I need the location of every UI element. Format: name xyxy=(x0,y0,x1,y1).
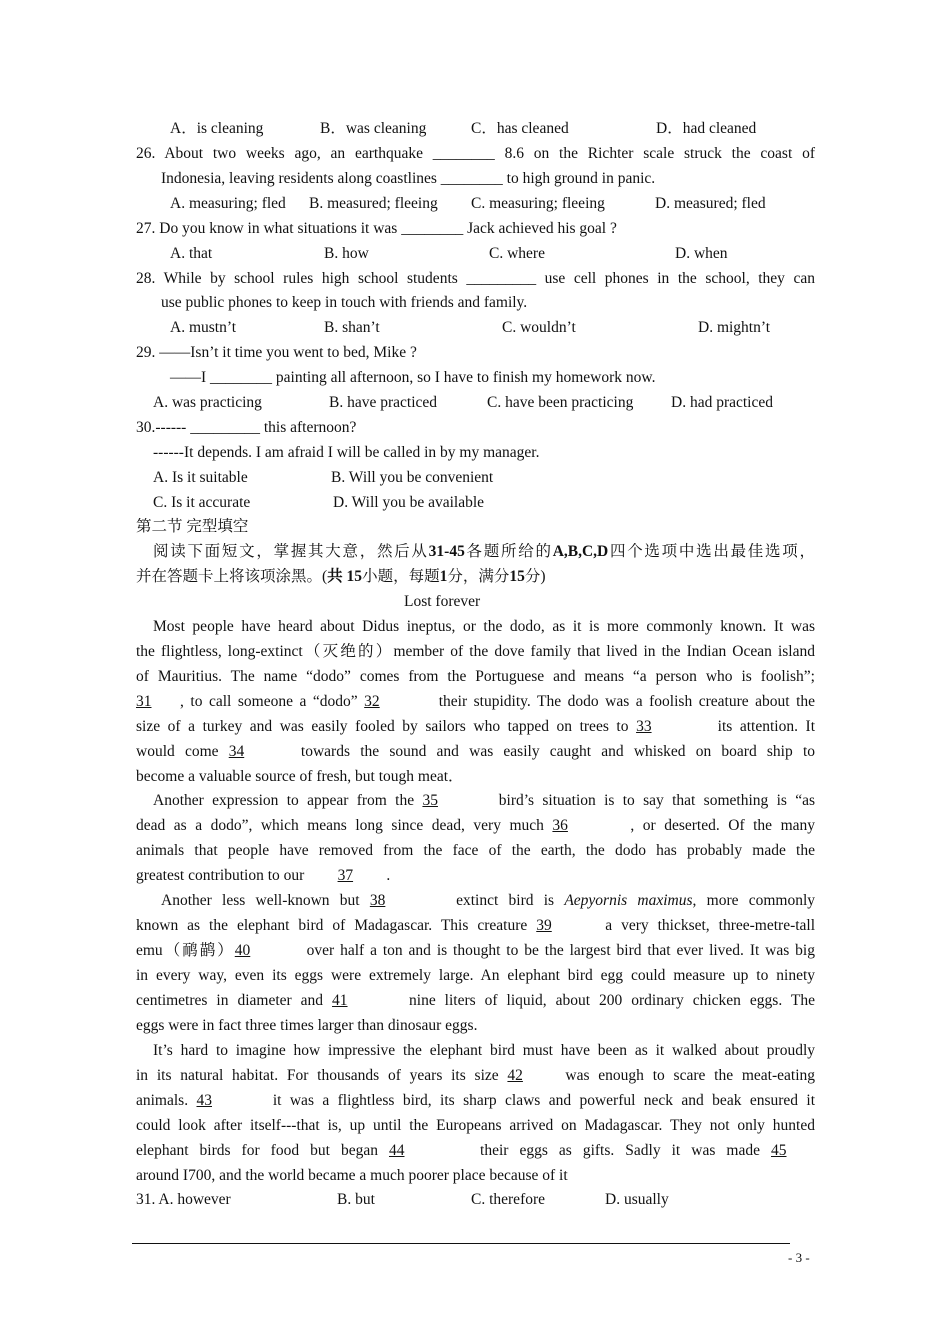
q26-option-d: D. measured; fled xyxy=(655,195,766,212)
q29-stem-line2: ——I ________ painting all afternoon, so I have to finish my homework now. xyxy=(170,369,656,386)
blank-38: 38 xyxy=(369,892,386,909)
q26-stem-line1: 26. About two weeks ago, an earthquake ________ 8.6 on the Richter scale struck the coast of xyxy=(136,145,815,162)
q30-option-c: C. Is it accurate xyxy=(153,494,251,511)
passage-p1-line6: would come 34 towards the sound and was easily caught and whisked on board ship to xyxy=(136,743,815,760)
blank-36: 36 xyxy=(552,817,568,834)
section-instructions-line1: 阅读下面短文，掌握其大意，然后从31-45各题所给的A,B,C,D四个选项中选出最佳选项， xyxy=(153,543,815,560)
passage-p3-line1: Another less well-known but 38 extinct bird is Aepyornis maximus, more commonly xyxy=(161,892,816,909)
passage-p3-line3: emu（鸸鹋）40 over half a ton and is thought to be the largest bird that ever lived. It was big xyxy=(136,942,815,959)
passage-p4-line5: elephant birds for food but began 44 their eggs as gifts. Sadly it was made 45 xyxy=(136,1141,815,1161)
blank-39: 39 xyxy=(536,917,552,934)
q28-option-b: B. shan’t xyxy=(324,319,380,336)
passage-p1-line1: Most people have heard about Didus ineptus, or the dodo, as it is more commonly known. It was xyxy=(153,618,815,635)
blank-33: 33 xyxy=(636,718,652,735)
q27-option-b: B. how xyxy=(324,245,369,262)
blank-35: 35 xyxy=(422,792,438,809)
q26-stem-line2: Indonesia, leaving residents along coastlines ________ to high ground in panic. xyxy=(161,170,656,187)
blank-37: 37 xyxy=(337,867,354,884)
passage-p1-line3: of Mauritius. The name “dodo” comes from the Portuguese and means “a person who is foolish”; xyxy=(136,668,815,685)
q29-stem-line1: 29. ——Isn’t it time you went to bed, Mike ? xyxy=(136,344,417,361)
blank-40: 40 xyxy=(234,942,251,959)
q30-stem-line2: ------It depends. I am afraid I will be called in by my manager. xyxy=(153,444,540,461)
passage-p4-line6: around I700, and the world became a much poorer place because of it xyxy=(136,1167,568,1184)
passage-p4-line4: could look after itself---that is, up until the Europeans arrived on Madagascar. They not only hunted xyxy=(136,1117,815,1134)
q30-option-d: D. Will you be available xyxy=(333,494,485,511)
passage-p2-line4: greatest contribution to our 37 . xyxy=(136,867,391,884)
q25-option-c: C．has cleaned xyxy=(471,120,569,137)
blank-42: 42 xyxy=(507,1067,523,1084)
q28-option-a: A. mustn’t xyxy=(170,319,237,336)
passage-p1-line7: become a valuable source of fresh, but tough meat． xyxy=(136,768,464,785)
passage-title: Lost forever xyxy=(404,593,481,610)
passage-p4-line3: animals. 43 it was a flightless bird, its sharp claws and powerful neck and beak ensured it xyxy=(136,1092,816,1109)
q28-stem-line1: 28. While by school rules high school students _________ use cell phones in the school, they can xyxy=(136,270,815,287)
q31-option-c: C. therefore xyxy=(471,1191,546,1208)
passage-p3-line4: in every way, even its eggs were extremely large. An elephant bird egg could measure up to ninety xyxy=(136,967,815,984)
q27-option-a: A. that xyxy=(170,245,213,262)
section-title: 第二节 完型填空 xyxy=(136,518,249,535)
passage-p1-line4: 31 , to call someone a “dodo” 32 their stupidity. The dodo was a foolish creature about the xyxy=(136,693,816,710)
passage-p2-line2: dead as a dodo”, which means long since dead, very much 36 , or deserted. Of the many xyxy=(136,817,815,834)
q30-option-b: B. Will you be convenient xyxy=(331,469,494,486)
q25-option-a: A．is cleaning xyxy=(170,120,264,137)
passage-p2-line1: Another expression to appear from the 35 bird’s situation is to say that something is “as xyxy=(153,792,816,809)
blank-34: 34 xyxy=(228,743,245,760)
passage-p4-line2: in its natural habitat. For thousands of years its size 42 was enough to scare the meat-eating xyxy=(136,1067,816,1084)
passage-p3-line5: centimetres in diameter and 41 nine liters of liquid, about 200 ordinary chicken eggs. The xyxy=(136,992,815,1009)
q28-stem-line2: use public phones to keep in touch with friends and family. xyxy=(161,294,528,311)
section-instructions-line2: 并在答题卡上将该项涂黑。(共 15小题，每题1分，满分15分) xyxy=(136,568,546,585)
q27-stem: 27. Do you know in what situations it was ________ Jack achieved his goal ? xyxy=(136,220,617,237)
q27-option-d: D. when xyxy=(675,245,728,262)
q26-option-c: C. measuring; fleeing xyxy=(471,195,605,212)
passage-p1-line5: size of a turkey and was easily fooled by sailors who tapped on trees to 33 its attention. It xyxy=(136,718,816,735)
passage-p3-line6: eggs were in fact three times larger than dinosaur eggs. xyxy=(136,1017,478,1034)
q29-option-b: B. have practiced xyxy=(329,394,438,411)
blank-31: 31 xyxy=(136,693,152,710)
q31-option-b: B. but xyxy=(337,1191,375,1208)
blank-41: 41 xyxy=(332,992,348,1009)
q27-option-c: C. where xyxy=(489,245,545,262)
footer-divider xyxy=(132,1243,790,1244)
q25-option-b: B．was cleaning xyxy=(320,120,427,137)
q29-option-d: D. had practiced xyxy=(671,394,773,411)
q29-option-c: C. have been practicing xyxy=(487,394,634,411)
passage-p1-line2: the flightless, long-extinct（灭绝的）member of the dove family that lived in the Indian Ocean island xyxy=(136,643,815,660)
q30-option-a: A. Is it suitable xyxy=(153,469,248,486)
blank-32: 32 xyxy=(364,693,380,710)
passage-p2-line3: animals that people have removed from the face of the earth, the dodo has probably made the xyxy=(136,842,815,859)
q26-option-b: B. measured; fleeing xyxy=(309,195,438,212)
q31-option-a: 31. A. however xyxy=(136,1191,231,1208)
blank-45: 45 xyxy=(771,1142,787,1159)
q26-option-a: A. measuring; fled xyxy=(170,195,286,212)
passage-p3-line2: known as the elephant bird of Madagascar. This creature 39 a very thickset, three-metre-tall xyxy=(136,917,816,934)
page-number: - 3 - xyxy=(788,1250,810,1265)
passage-p4-line1: It’s hard to imagine how impressive the elephant bird must have been as it walked about proudly xyxy=(153,1042,815,1059)
q29-option-a: A. was practicing xyxy=(153,394,262,411)
q31-option-d: D. usually xyxy=(605,1191,669,1208)
q28-option-d: D. mightn’t xyxy=(698,319,771,336)
q30-stem-line1: 30.------ _________ this afternoon? xyxy=(136,419,357,436)
q25-option-d: D．had cleaned xyxy=(656,120,757,137)
blank-44: 44 xyxy=(388,1142,405,1159)
blank-43: 43 xyxy=(196,1092,212,1109)
q28-option-c: C. wouldn’t xyxy=(502,319,576,336)
